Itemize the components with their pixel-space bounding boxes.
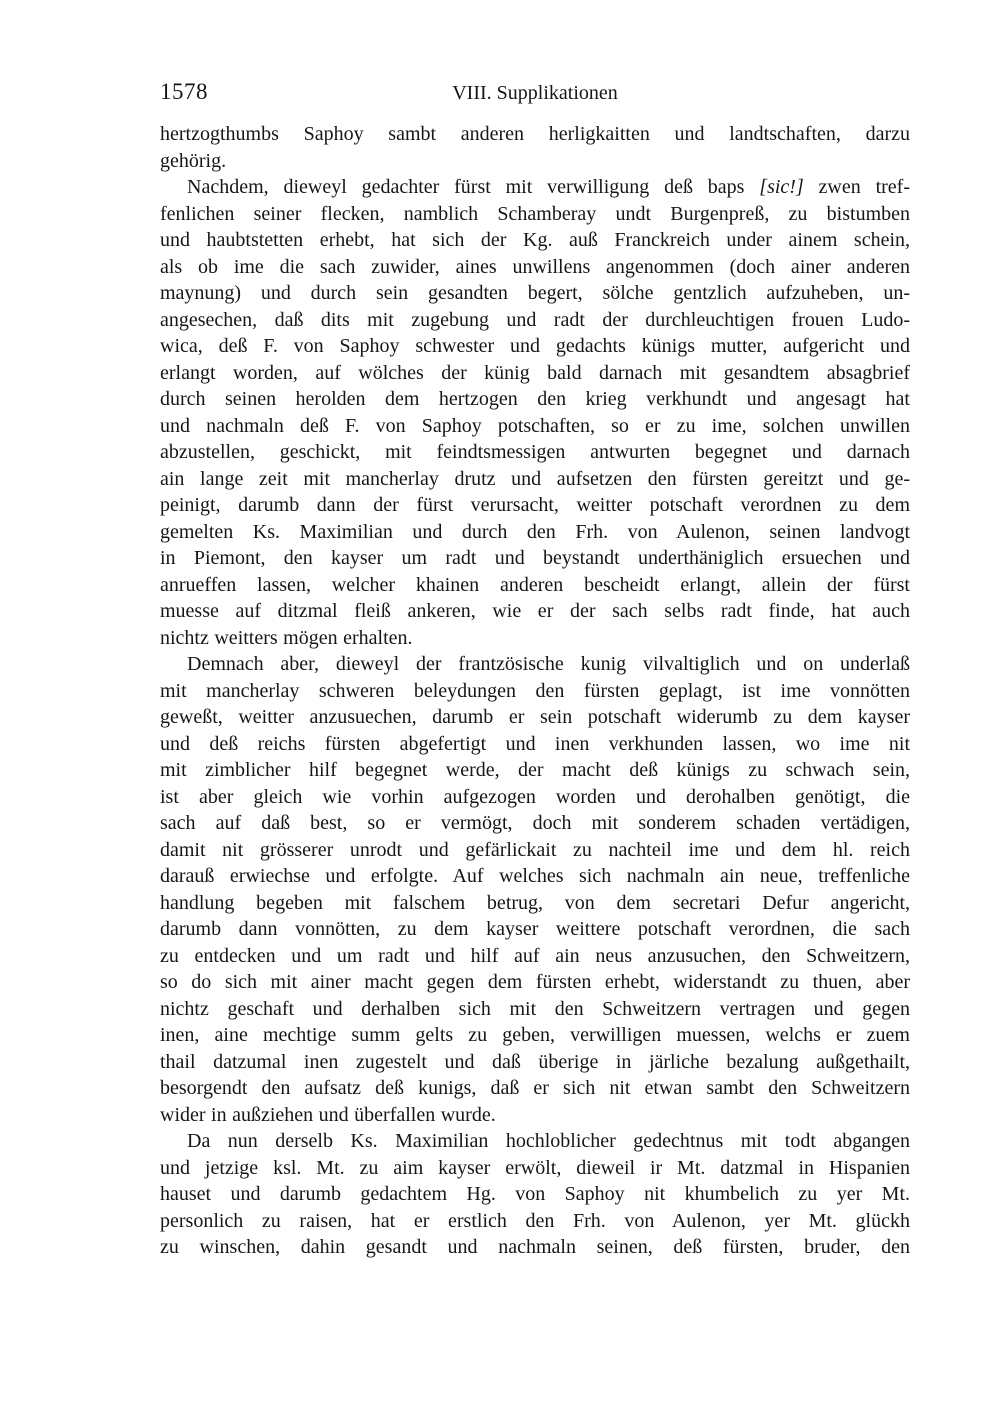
paragraph xyxy=(160,1128,910,1261)
book-page xyxy=(160,78,910,1261)
running-title: VIII. Supplikationen xyxy=(452,82,618,104)
running-header xyxy=(160,78,910,108)
text-line: durch seinen herolden dem hertzogen den krieg verkhundt und angesagt hat xyxy=(160,388,910,410)
text-line: erlangt worden, auf wölches der künig bald darnach mit gesandtem absagbrief xyxy=(160,361,910,384)
text-line: thail datzumal inen zugestelt und daß überige in järliche bezalung außgethailt, xyxy=(160,1050,910,1073)
text-line: in Piemont, den kayser um radt und beystandt underthäniglich ersuechen und xyxy=(160,547,910,569)
text-line: darauß erwiechse und erfolgte. Auf welches sich nachmaln ain neue, treffenliche xyxy=(160,865,910,887)
text-line: fenlichen seiner flecken, namblich Schamberay undt Burgenpreß, zu bistumben xyxy=(160,202,910,225)
body-text xyxy=(160,121,910,1261)
paragraph xyxy=(160,651,910,1128)
text-line: mit zimblicher hilf begegnet werde, der macht deß künigs zu schwach sein, xyxy=(160,759,910,781)
text-line: handlung begeben mit falschem betrug, von dem secretari Defur angericht, xyxy=(160,891,910,914)
text-line: Da nun derselb Ks. Maximilian hochloblicher gedechtnus mit todt abgangen xyxy=(187,1130,910,1152)
text-line: wider in außziehen und überfallen wurde. xyxy=(160,1103,496,1126)
text-line: und haubtstetten erhebt, hat sich der Kg. auß Franckreich under ainem schein, xyxy=(160,229,910,251)
text-line: abzustellen, geschickt, mit feindtsmessigen antwurten begegnet und darnach xyxy=(160,441,910,463)
text-line: geweßt, weitter anzusuechen, darumb er sein potschaft widerumb zu dem kayser xyxy=(160,706,910,728)
text-line: und nachmaln deß F. von Saphoy potschaften, so er zu ime, solchen unwillen xyxy=(160,414,910,437)
paragraph xyxy=(160,174,910,651)
text-line: gemelten Ks. Maximilian und durch den Frh. von Aulenon, seinen landvogt xyxy=(160,520,910,543)
text-line: inen, aine mechtige summ gelts zu geben, verwilligen muessen, welchs er zuem xyxy=(160,1024,910,1046)
text-line: angesechen, daß dits mit zugebung und radt der durchleuchtigen frouen Ludo- xyxy=(160,308,910,331)
text-line: besorgendt den aufsatz deß kunigs, daß er sich nit etwan sambt den Schweitzern xyxy=(160,1077,910,1099)
text-line: hertzogthumbs Saphoy sambt anderen herligkaitten und landtschaften, darzu xyxy=(160,123,910,145)
text-line: so do sich mit ainer macht gegen dem fürsten erhebt, widerstandt zu thuen, aber xyxy=(160,971,910,993)
text-line: damit nit grösserer unrodt und gefärlickait zu nachteil ime und dem hl. reich xyxy=(160,838,910,861)
text-line: und jetzige ksl. Mt. zu aim kayser erwölt, dieweil ir Mt. datzmal in Hispanien xyxy=(160,1156,910,1179)
text-line: anrueffen lassen, welcher khainen anderen bescheidt erlangt, allein der fürst xyxy=(160,573,910,596)
text-line: maynung) und durch sein gesandten begert, sölche gentzlich aufzuheben, un- xyxy=(160,282,910,304)
paragraph xyxy=(160,121,910,174)
text-line: Nachdem, dieweyl gedachter fürst mit verwilligung deß baps [sic!] zwen tref- xyxy=(187,176,910,198)
text-line: ist aber gleich wie vorhin aufgezogen worden und derohalben genötigt, die xyxy=(160,785,910,808)
text-line: nichtz weitters mögen erhalten. xyxy=(160,626,413,649)
text-line: Demnach aber, dieweyl der frantzösische kunig vilvaltiglich und on underlaß xyxy=(187,653,910,675)
text-line: zu entdecken und um radt und hilf auf ain neus anzusuchen, den Schweitzern, xyxy=(160,944,910,967)
text-line: als ob ime die sach zuwider, aines unwillens angenommen (doch ainer anderen xyxy=(160,255,910,278)
text-line: personlich zu raisen, hat er erstlich den Frh. von Aulenon, yer Mt. glückh xyxy=(160,1209,910,1232)
text-line: hauset und darumb gedachtem Hg. von Saphoy nit khumbelich zu yer Mt. xyxy=(160,1183,910,1205)
text-line: gehörig. xyxy=(160,149,227,172)
text-line: mit mancherlay schweren beleydungen den fürsten geplagt, ist ime vonnötten xyxy=(160,679,910,702)
text-line: darumb dann vonnötten, zu dem kayser weittere potschaft verordnen, die sach xyxy=(160,918,910,940)
text-line: zu winschen, dahin gesandt und nachmaln seinen, deß fürsten, bruder, den xyxy=(160,1236,910,1258)
text-line: sach auf daß best, so er vermögt, doch mit sonderem schaden vertädigen, xyxy=(160,812,910,834)
page-number: 1578 xyxy=(160,79,208,104)
text-line: nichtz geschaft und derhalben sich mit den Schweitzern vertragen und gegen xyxy=(160,997,910,1020)
sic-annotation: [sic!] xyxy=(759,176,804,198)
text-line: muesse auf ditzmal fleiß ankeren, wie er der sach selbs radt finde, hat auch xyxy=(160,600,910,622)
text-line: peinigt, darumb dann der fürst verursacht, weitter potschaft verordnen zu dem xyxy=(160,494,910,516)
text-line: ain lange zeit mit mancherlay drutz und aufsetzen den fürsten gereitzt und ge- xyxy=(160,467,910,490)
text-line: und deß reichs fürsten abgefertigt und inen verkhunden lassen, wo ime nit xyxy=(160,732,910,755)
text-line: wica, deß F. von Saphoy schwester und gedachts künigs mutter, aufgericht und xyxy=(160,335,910,357)
